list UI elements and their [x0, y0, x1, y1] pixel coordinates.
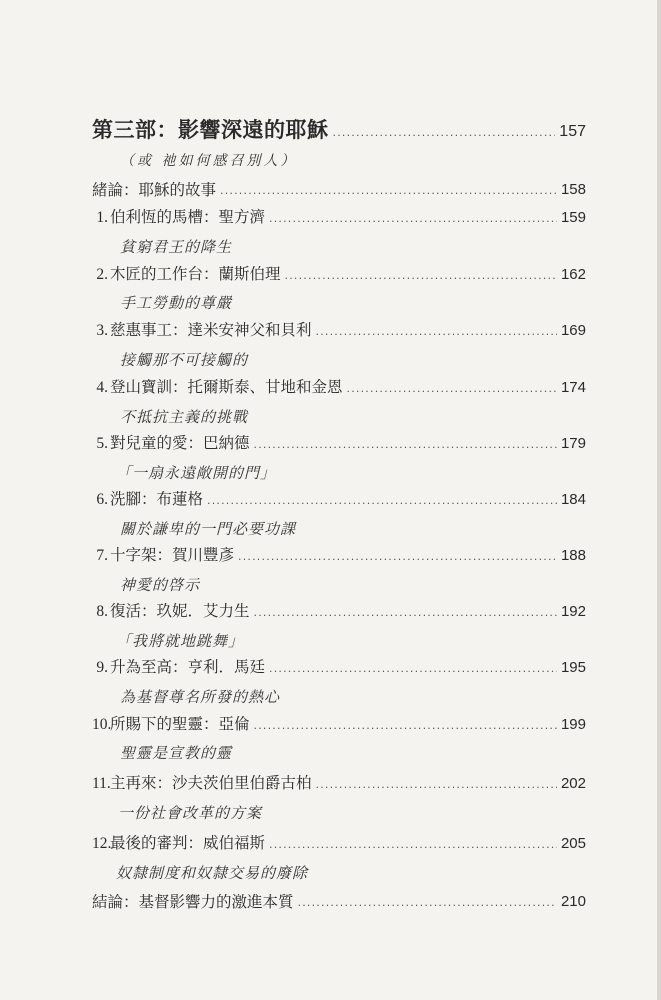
entry-title: 結論：基督影響力的激進本質: [92, 893, 294, 911]
part-subtitle: （或 祂如何感召別人）: [120, 153, 298, 169]
entry-title: 登山寶訓：托爾斯泰、甘地和金恩: [110, 378, 343, 396]
dot-leader: [333, 122, 556, 142]
entry-title: 對兒童的愛：巴納德: [110, 434, 250, 452]
page-number: 205: [560, 835, 586, 852]
chapter-subtitle: 手工勞動的尊嚴: [120, 294, 233, 312]
page-number: 188: [560, 547, 586, 564]
entry-title: 木匠的工作台：蘭斯伯理: [110, 265, 281, 283]
dot-leader: [238, 546, 557, 566]
chapter-subtitle: 神愛的啓示: [120, 576, 201, 594]
toc-entry-chapter: [92, 830, 586, 854]
page-number: 162: [560, 266, 586, 283]
chapter-number: 4.: [96, 379, 108, 396]
page-number: 169: [560, 322, 586, 339]
dot-leader: [316, 321, 557, 341]
entry-title: 慈惠事工：達米安神父和貝利: [110, 321, 312, 339]
page-number: 184: [560, 491, 586, 508]
entry-title: 主再來：沙夫茨伯里伯爵古柏: [110, 774, 312, 792]
chapter-subtitle: 不抵抗主義的挑戰: [120, 408, 249, 426]
entry-title: 最後的審判：威伯福斯: [110, 834, 266, 852]
dot-leader: [269, 834, 557, 854]
chapter-number: 8.: [96, 603, 108, 620]
toc-entry-chapter: [92, 261, 586, 285]
toc-entry-chapter: [92, 486, 586, 510]
dot-leader: [269, 658, 557, 678]
toc-entry-chapter: [92, 430, 586, 454]
page-number: 192: [560, 603, 586, 620]
chapter-number: 10.: [92, 716, 112, 733]
page-number: 202: [560, 775, 586, 792]
chapter-subtitle: 「一扇永遠敞開的門」: [116, 464, 277, 482]
chapter-subtitle: 聖靈是宣教的靈: [120, 744, 233, 762]
dot-leader: [207, 490, 557, 510]
page-number: 159: [560, 209, 586, 226]
page-number: 199: [560, 716, 586, 733]
part-title: 第三部：影響深遠的耶穌: [92, 118, 329, 142]
page-number: 179: [560, 435, 586, 452]
toc-entry-intro: [92, 176, 586, 200]
toc-entry-chapter: [92, 374, 586, 398]
dot-leader: [298, 892, 557, 912]
entry-title: 升為至高：亨利．馬廷: [110, 658, 266, 676]
toc-entry-part-three: [92, 118, 586, 142]
chapter-number: 5.: [96, 435, 108, 452]
dot-leader: [285, 265, 557, 285]
chapter-subtitle: 貧窮君王的降生: [120, 238, 233, 256]
chapter-number: 11.: [92, 775, 111, 792]
page-number: 158: [560, 181, 586, 198]
chapter-subtitle: 奴隸制度和奴隸交易的廢除: [116, 864, 309, 882]
chapter-number: 9.: [96, 659, 108, 676]
chapter-number: 3.: [96, 322, 108, 339]
toc-entry-chapter: [92, 542, 586, 566]
chapter-number: 2.: [96, 266, 108, 283]
entry-title: 洗腳：布蓮格: [110, 490, 204, 508]
entry-title: 復活：玖妮．艾力生: [110, 602, 250, 620]
dot-leader: [220, 180, 557, 200]
entry-title: 所賜下的聖靈：亞倫: [110, 715, 250, 733]
dot-leader: [254, 434, 557, 454]
chapter-subtitle: 為基督尊名所發的熱心: [120, 688, 281, 706]
toc-entry-chapter: [92, 654, 586, 678]
dot-leader: [254, 602, 557, 622]
chapter-subtitle: 一份社會改革的方案: [118, 804, 263, 822]
chapter-number: 1.: [96, 209, 108, 226]
chapter-subtitle: 接觸那不可接觸的: [120, 351, 249, 369]
dot-leader: [254, 715, 557, 735]
page-number: 174: [560, 379, 586, 396]
chapter-number: 6.: [96, 491, 108, 508]
chapter-subtitle: 「我將就地跳舞」: [116, 632, 245, 650]
entry-title: 十字架：賀川豐彥: [110, 546, 235, 564]
toc-entry-conclusion: [92, 888, 586, 912]
page-number: 195: [560, 659, 586, 676]
chapter-number: 7.: [96, 547, 108, 564]
toc-entry-chapter: [92, 204, 586, 228]
dot-leader: [316, 774, 557, 794]
page-number: 210: [560, 893, 586, 910]
dot-leader: [347, 378, 557, 398]
entry-title: 緒論：耶穌的故事: [92, 181, 217, 199]
chapter-number: 12.: [92, 835, 112, 852]
toc-entry-chapter: [92, 711, 586, 735]
toc-entry-chapter: [92, 598, 586, 622]
entry-title: 伯利恆的馬槽：聖方濟: [110, 208, 266, 226]
dot-leader: [269, 208, 557, 228]
toc-entry-chapter: [92, 770, 586, 794]
page-edge: [657, 0, 661, 1000]
page-number: 157: [559, 123, 586, 140]
chapter-subtitle: 關於謙卑的一門必要功課: [120, 520, 297, 538]
toc-entry-chapter: [92, 317, 586, 341]
